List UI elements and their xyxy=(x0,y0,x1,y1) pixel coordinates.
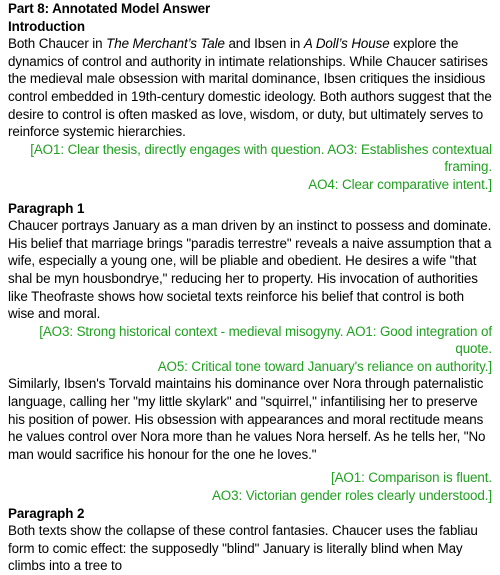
paragraph-1-text-chaucer: Chaucer portrays January as a man driven by an instinct to possess and dominate. His belief that marriage brings "paradis terrestre" reveals a naive assumption that a wife, especially a young one, will be pliable and obedient. He desires a wife "that shal be myn housbondrye," reducing her to property. His invocation of authorities like Theofraste shows how societal texts reinforce his belief that control is both wise and moral. xyxy=(8,218,492,322)
intro-text-2: and Ibsen in xyxy=(224,36,304,52)
introduction-paragraph xyxy=(8,35,492,141)
intro-title-merchants-tale: The Merchant’s Tale xyxy=(106,36,225,52)
intro-annotation-line-2: AO4: Clear comparative intent.] xyxy=(308,176,492,192)
paragraph-2-heading: Paragraph 2 xyxy=(8,505,85,521)
intro-title-dolls-house: A Doll’s House xyxy=(303,36,390,52)
paragraph-1-heading: Paragraph 1 xyxy=(8,200,85,216)
paragraph-1-text-ibsen: Similarly, Ibsen's Torvald maintains his dominance over Nora through paternalistic language, calling her "my little skylark" and "squirrel," infantilising her to preserve his position of power. His obsession with appearances and moral rectitude means he values control over Nora more than he values Nora herself. As he tells her, "No man would sacrifice his honour for the one he loves." xyxy=(8,376,486,462)
p1-annotation-b-line-1: [AO1: Comparison is fluent. xyxy=(330,470,492,486)
part-title: Part 8: Annotated Model Answer xyxy=(8,1,211,16)
intro-text-1: Both Chaucer in xyxy=(8,36,107,52)
intro-text-3: explore the dynamics of control and authority in intimate relationships. While Chaucer satirises the medieval male obsession with marital dominance, Ibsen critiques the insidious control embedded in 19th-century domestic ideology. Both authors suggest that the desire to control is often masked as love, wisdom, or duty, but ultimately serves to reinforce systemic hierarchies. xyxy=(8,36,492,140)
intro-annotation-line-1: [AO1: Clear thesis, directly engages with question. AO3: Establishes contextual framing. xyxy=(30,141,492,175)
paragraph-2-text: Both texts show the collapse of these control fantasies. Chaucer uses the fabliau form to comic effect: the supposedly "blind" January is literally blind when May climbs into a tree to xyxy=(8,523,478,574)
p1-annotation-a-line-1: [AO3: Strong historical context - medieval misogyny. AO1: Good integration of quote. xyxy=(39,323,492,357)
introduction-heading: Introduction xyxy=(8,18,85,34)
p1-annotation-a-line-2: AO5: Critical tone toward January's reliance on authority.] xyxy=(157,358,492,374)
p1-annotation-b-line-2: AO3: Victorian gender roles clearly understood.] xyxy=(211,488,492,504)
